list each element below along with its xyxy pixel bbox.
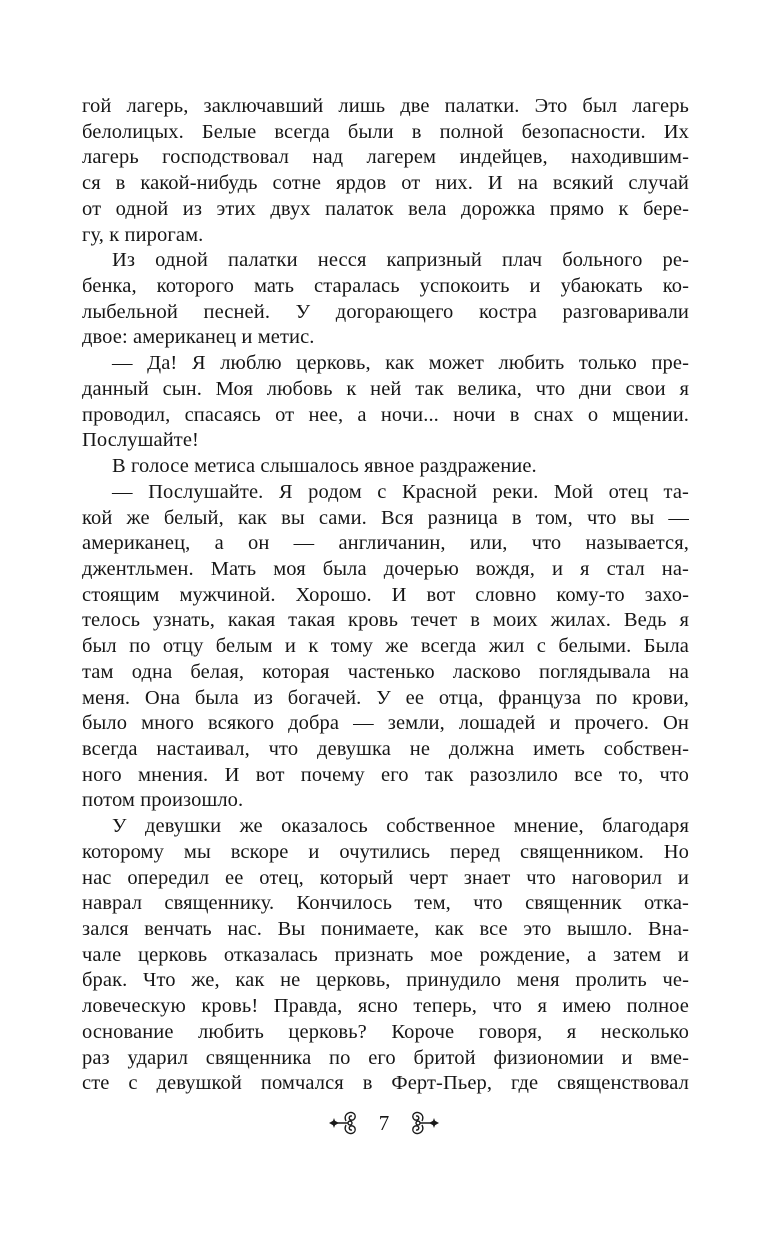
- text-block: [82, 94, 689, 1097]
- text-line: чале церковь отказалась признать мое рождение, а затем и: [82, 943, 689, 966]
- text-line: было много всякого добра — земли, лошадей и прочего. Он: [82, 712, 689, 735]
- text-line: — Послушайте. Я родом с Красной реки. Мой отец та-: [112, 480, 689, 503]
- text-line: потом произошло.: [82, 789, 244, 812]
- fleuron-ornament-icon: [328, 1110, 360, 1136]
- text-line: телось узнать, какая такая кровь течет в моих жилах. Ведь я: [82, 609, 689, 632]
- text-line: гу, к пирогам.: [82, 223, 204, 246]
- text-line: всегда настаивал, что девушка не должна иметь собствен-: [82, 737, 689, 760]
- paragraph: [82, 480, 689, 814]
- paragraph: [82, 248, 689, 351]
- text-line: основание любить церковь? Короче говоря, я несколько: [82, 1020, 689, 1043]
- text-line: кой же белый, как вы сами. Вся разница в том, что вы —: [82, 506, 689, 529]
- text-line: был по отцу белым и к тому же всегда жил с белыми. Была: [82, 635, 689, 658]
- text-line: лыбельной песней. У догорающего костра разговаривали: [82, 300, 689, 323]
- text-line: — Да! Я люблю церковь, как может любить только пре-: [112, 352, 689, 375]
- text-line: У девушки же оказалось собственное мнение, благодаря: [112, 815, 689, 838]
- text-line: брак. Что же, как не церковь, принудило меня пролить че-: [82, 969, 689, 992]
- text-line: данный сын. Моя любовь к ней так велика, что дни свои я: [82, 377, 689, 400]
- text-line: меня. Она была из богачей. У ее отца, француза по крови,: [82, 686, 689, 709]
- text-line: ного мнения. И вот почему его так разозлило все то, что: [82, 763, 689, 786]
- text-line: Послушайте!: [82, 429, 199, 452]
- text-line: американец, а он — англичанин, или, что называется,: [82, 532, 689, 555]
- paragraph: [82, 351, 689, 454]
- text-line: сте с девушкой помчался в Ферт-Пьер, где священствовал: [82, 1072, 689, 1095]
- text-line: от одной из этих двух палаток вела дорожка прямо к бере-: [82, 197, 689, 220]
- page-footer: [0, 1110, 768, 1136]
- text-line: зался венчать нас. Вы понимаете, как все это вышло. Вна-: [82, 918, 689, 940]
- paragraph: [82, 454, 689, 480]
- paragraph: [82, 814, 689, 1097]
- text-line: которому мы вскоре и очутились перед священником. Но: [82, 840, 689, 863]
- text-line: нас опередил ее отец, который черт знает что наговорил и: [82, 866, 689, 889]
- text-line: лагерь господствовал над лагерем индейцев, находившим-: [82, 146, 689, 169]
- text-line: белолицых. Белые всегда были в полной безопасности. Их: [82, 120, 689, 143]
- text-line: В голосе метиса слышалось явное раздражение.: [112, 455, 537, 478]
- text-line: Из одной палатки несся капризный плач больного ре-: [112, 249, 689, 272]
- text-line: гой лагерь, заключавший лишь две палатки. Это был лагерь: [82, 95, 689, 117]
- paragraph: [82, 94, 689, 248]
- text-line: бенка, которого мать старалась успокоить и убаюкать ко-: [82, 275, 689, 298]
- text-line: ловеческую кровь! Правда, ясно теперь, что я имею полное: [82, 995, 689, 1018]
- text-line: джентльмен. Мать моя была дочерью вождя, и я стал на-: [82, 557, 689, 580]
- text-line: проводил, спасаясь от нее, а ночи... ночи в снах о мщении.: [82, 403, 689, 426]
- text-line: ся в какой-нибудь сотне ярдов от них. И на всякий случай: [82, 172, 689, 195]
- text-line: там одна белая, которая частенько ласково поглядывала на: [82, 660, 689, 683]
- text-line: раз ударил священника по его бритой физиономии и вме-: [82, 1046, 689, 1069]
- text-line: наврал священнику. Кончилось тем, что священник отка-: [82, 892, 689, 915]
- page-number: 7: [378, 1111, 390, 1135]
- fleuron-ornament-mirrored-icon: [408, 1110, 440, 1136]
- text-line: двое: американец и метис.: [82, 326, 315, 349]
- text-line: стоящим мужчиной. Хорошо. И вот словно кому-то захо-: [82, 583, 689, 606]
